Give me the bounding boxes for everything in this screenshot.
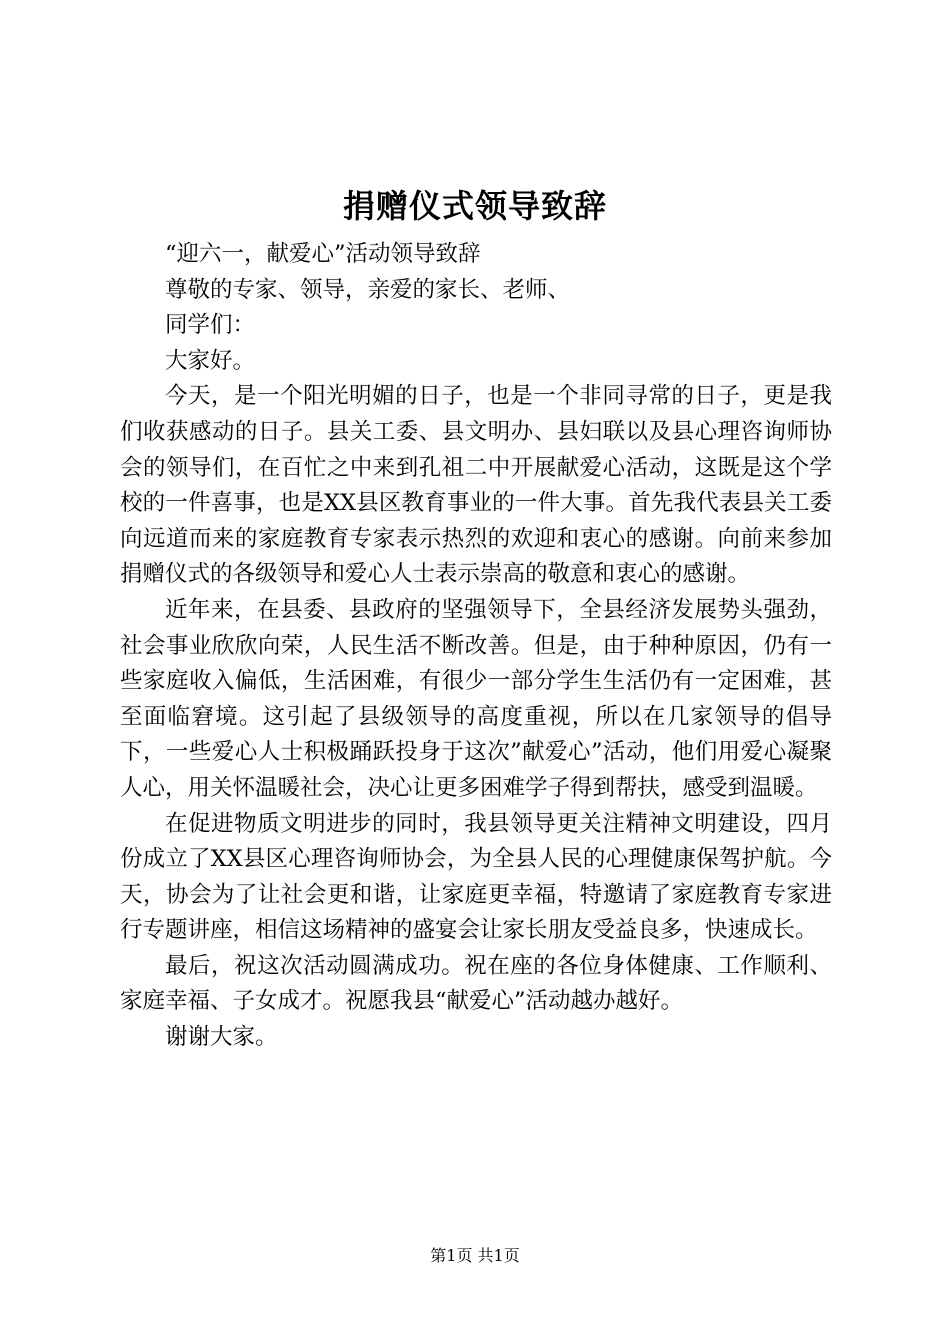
body-paragraph: 今天，是一个阳光明媚的日子，也是一个非同寻常的日子，更是我们收获感动的日子。县关工委、县文明办、县妇联以及县心理咨询师协会的领导们，在百忙之中来到孔祖二中开展献爱心活动，这既是这个学校的一件喜事，也是XX县区教育事业的一件大事。首先我代表县关工委向远道而来的家庭教育专家表示热烈的欢迎和衷心的感谢。向前来参加捐赠仪式的各级领导和爱心人士表示崇高的敬意和衷心的感谢。 — [120, 383, 832, 588]
greeting-paragraph: 大家好。 — [165, 347, 256, 374]
document-body — [120, 237, 832, 1056]
body-paragraph: 近年来，在县委、县政府的坚强领导下，全县经济发展势头强劲，社会事业欣欣向荣，人民生活不断改善。但是，由于种种原因，仍有一些家庭收入偏低，生活困难，有很少一部分学生生活仍有一定困难，甚至面临窘境。这引起了县级领导的高度重视，所以在几家领导的倡导下，一些爱心人士积极踊跃投身于这次”献爱心”活动，他们用爱心凝聚人心，用关怀温暖社会，决心让更多困难学子得到帮扶，感受到温暖。 — [120, 596, 832, 801]
salutation-paragraph: 尊敬的专家、领导，亲爱的家长、老师、 — [165, 276, 571, 303]
page-number-footer: 第1页 共1页 — [430, 1246, 520, 1265]
subtitle-paragraph: “迎六一，献爱心”活动领导致辞 — [165, 241, 481, 267]
thanks-paragraph: 谢谢大家。 — [165, 1024, 278, 1051]
document-title: 捐赠仪式领导致辞 — [342, 187, 607, 225]
closing-paragraph: 最后，祝这次活动圆满成功。祝在座的各位身体健康、工作顺利、家庭幸福、子女成才。祝愿我县“献爱心”活动越办越好。 — [120, 952, 832, 1015]
body-paragraph: 在促进物质文明进步的同时，我县领导更关注精神文明建设，四月份成立了XX县区心理咨询师协会，为全县人民的心理健康保驾护航。今天，协会为了让社会更和谐，让家庭更幸福，特邀请了家庭教育专家进行专题讲座，相信这场精神的盛宴会让家长朋友受益良多，快速成长。 — [120, 810, 832, 944]
salutation-continued-paragraph: 同学们： — [165, 312, 256, 339]
